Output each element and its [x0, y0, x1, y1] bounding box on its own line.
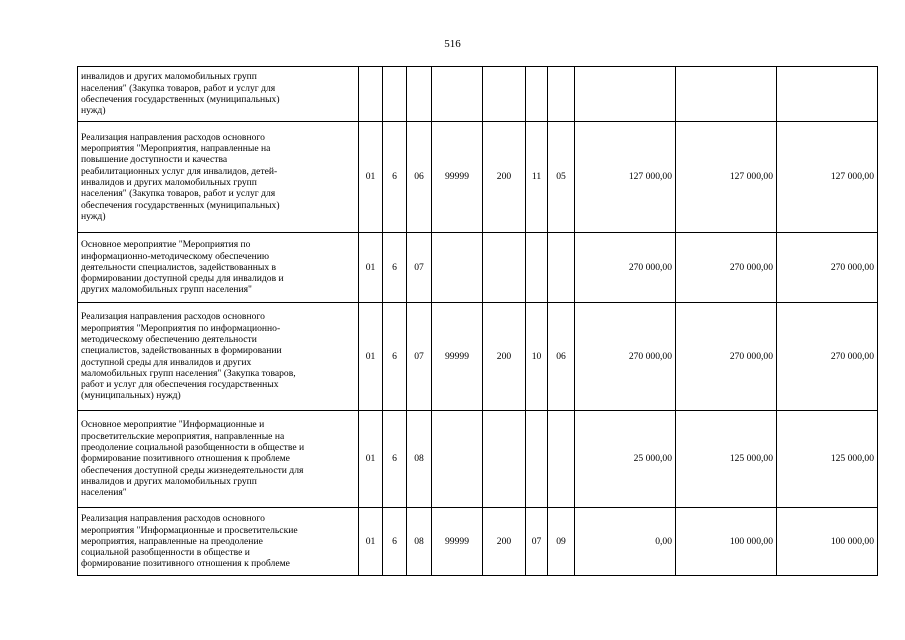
code-program: 01: [359, 122, 383, 233]
page-number: 516: [444, 38, 461, 50]
code-section: [526, 67, 548, 122]
amount-year-2: 127 000,00: [676, 122, 777, 233]
code-subsection: 06: [548, 303, 575, 411]
code-expense-type: 200: [483, 508, 526, 576]
code-section: [526, 411, 548, 508]
amount-year-1: 270 000,00: [575, 303, 676, 411]
table-row: [78, 67, 878, 122]
budget-table: [77, 66, 878, 576]
code-expense-type: [483, 233, 526, 303]
amount-year-3: 270 000,00: [777, 303, 878, 411]
code-section: [526, 233, 548, 303]
code-direction: [432, 411, 483, 508]
code-event: 08: [407, 508, 432, 576]
code-program: 01: [359, 508, 383, 576]
amount-year-1: 25 000,00: [575, 411, 676, 508]
amount-year-3: 125 000,00: [777, 411, 878, 508]
amount-year-3: 270 000,00: [777, 233, 878, 303]
row-description: Реализация направления расходов основного мероприятия "Информационные и просветительские мероприятия, направленные на преодоление социальной разобщенности в обществе и формирование позитивного отношения к проблеме: [78, 508, 359, 576]
code-subsection: 09: [548, 508, 575, 576]
row-description: Реализация направления расходов основного мероприятия "Мероприятия по информационно- методическому обеспечению деятельности специалистов, задействованных в формировании доступной среды для инвалидов и других маломобильных групп населения" (Закупка товаров, работ и услуг для обеспечения государственных (муниципальных) нужд): [78, 303, 359, 411]
amount-year-1: 0,00: [575, 508, 676, 576]
code-event: 06: [407, 122, 432, 233]
amount-year-2: 100 000,00: [676, 508, 777, 576]
amount-year-2: 270 000,00: [676, 233, 777, 303]
code-event: 08: [407, 411, 432, 508]
table-row: [78, 303, 878, 411]
code-section: 07: [526, 508, 548, 576]
code-program: 01: [359, 303, 383, 411]
code-subsection: [548, 67, 575, 122]
code-program: 01: [359, 411, 383, 508]
code-subprogram: 6: [383, 303, 407, 411]
code-subprogram: 6: [383, 411, 407, 508]
row-description: Основное мероприятие "Информационные и просветительские мероприятия, направленные на преодоление социальной разобщенности в обществе и формирование позитивного отношения к проблеме обеспечения доступной среды жизнедеятельности для инвалидов и других маломобильных групп населения": [78, 411, 359, 508]
code-subsection: [548, 411, 575, 508]
amount-year-2: 125 000,00: [676, 411, 777, 508]
code-event: 07: [407, 233, 432, 303]
code-expense-type: [483, 67, 526, 122]
code-direction: 99999: [432, 508, 483, 576]
code-expense-type: [483, 411, 526, 508]
code-event: 07: [407, 303, 432, 411]
table-row: [78, 233, 878, 303]
amount-year-1: 127 000,00: [575, 122, 676, 233]
code-direction: 99999: [432, 303, 483, 411]
code-subprogram: [383, 67, 407, 122]
row-description: инвалидов и других маломобильных групп населения" (Закупка товаров, работ и услуг для обеспечения государственных (муниципальных) нужд): [78, 67, 359, 122]
code-subprogram: 6: [383, 233, 407, 303]
row-description: Основное мероприятие "Мероприятия по информационно-методическому обеспечению деятельности специалистов, задействованных в формировании доступной среды для инвалидов и других маломобильных групп населения": [78, 233, 359, 303]
table-row: [78, 508, 878, 576]
amount-year-3: [777, 67, 878, 122]
amount-year-3: 100 000,00: [777, 508, 878, 576]
code-direction: 99999: [432, 122, 483, 233]
code-direction: [432, 67, 483, 122]
code-program: 01: [359, 233, 383, 303]
table-row: [78, 411, 878, 508]
amount-year-2: [676, 67, 777, 122]
code-section: 10: [526, 303, 548, 411]
code-direction: [432, 233, 483, 303]
amount-year-3: 127 000,00: [777, 122, 878, 233]
row-description: Реализация направления расходов основного мероприятия "Мероприятия, направленные на повышение доступности и качества реабилитационных услуг для инвалидов, детей- инвалидов и других маломобильных групп населения" (Закупка товаров, работ и услуг для обеспечения государственных (муниципальных) нужд): [78, 122, 359, 233]
code-expense-type: 200: [483, 122, 526, 233]
table-row: [78, 122, 878, 233]
code-subprogram: 6: [383, 122, 407, 233]
code-subsection: [548, 233, 575, 303]
amount-year-1: [575, 67, 676, 122]
code-program: [359, 67, 383, 122]
code-subsection: 05: [548, 122, 575, 233]
code-event: [407, 67, 432, 122]
code-expense-type: 200: [483, 303, 526, 411]
code-subprogram: 6: [383, 508, 407, 576]
amount-year-2: 270 000,00: [676, 303, 777, 411]
amount-year-1: 270 000,00: [575, 233, 676, 303]
code-section: 11: [526, 122, 548, 233]
